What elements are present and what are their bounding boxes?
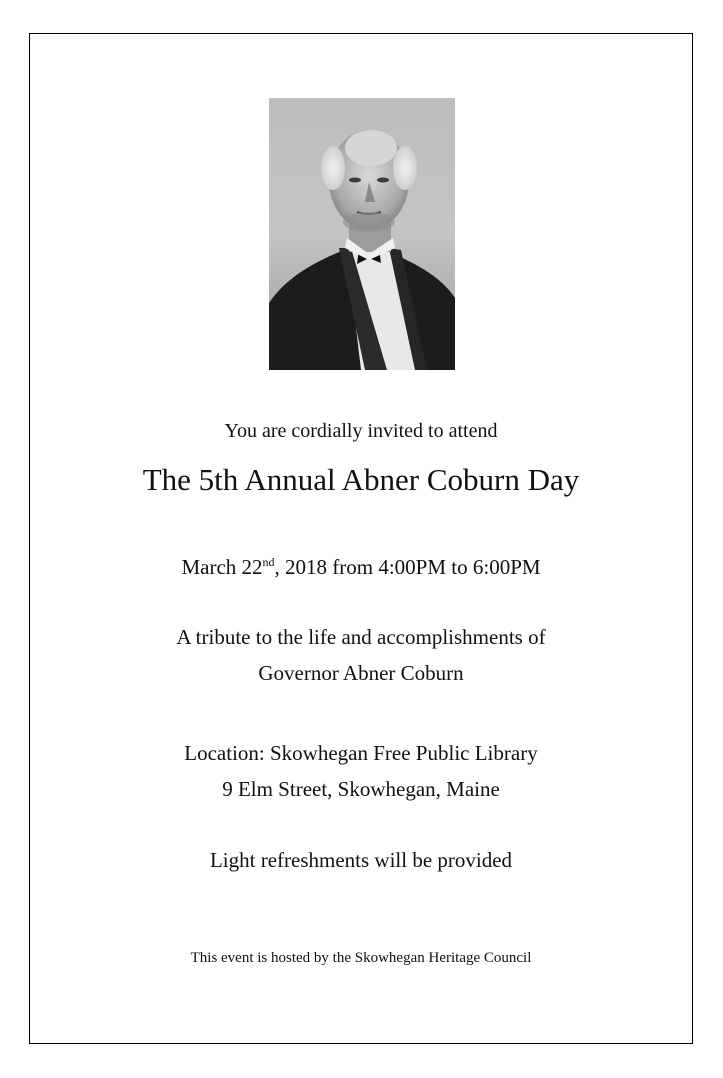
event-date bbox=[29, 555, 693, 580]
portrait-photo bbox=[269, 98, 455, 370]
refreshments-note: Light refreshments will be provided bbox=[209, 848, 513, 872]
event-title: The 5th Annual Abner Coburn Day bbox=[142, 462, 580, 497]
tribute-line-2: Governor Abner Coburn bbox=[258, 661, 464, 685]
tribute-line-1: A tribute to the life and accomplishments of bbox=[176, 625, 546, 649]
location-venue: Location: Skowhegan Free Public Library bbox=[184, 741, 538, 765]
invitation-intro: You are cordially invited to attend bbox=[224, 420, 498, 442]
host-credit: This event is hosted by the Skowhegan Heritage Council bbox=[190, 950, 532, 966]
event-date-day: March 22 bbox=[181, 555, 263, 579]
event-date-time: , 2018 from 4:00PM to 6:00PM bbox=[274, 555, 541, 579]
event-date-ordinal: nd bbox=[262, 555, 275, 569]
location-address: 9 Elm Street, Skowhegan, Maine bbox=[222, 777, 500, 801]
